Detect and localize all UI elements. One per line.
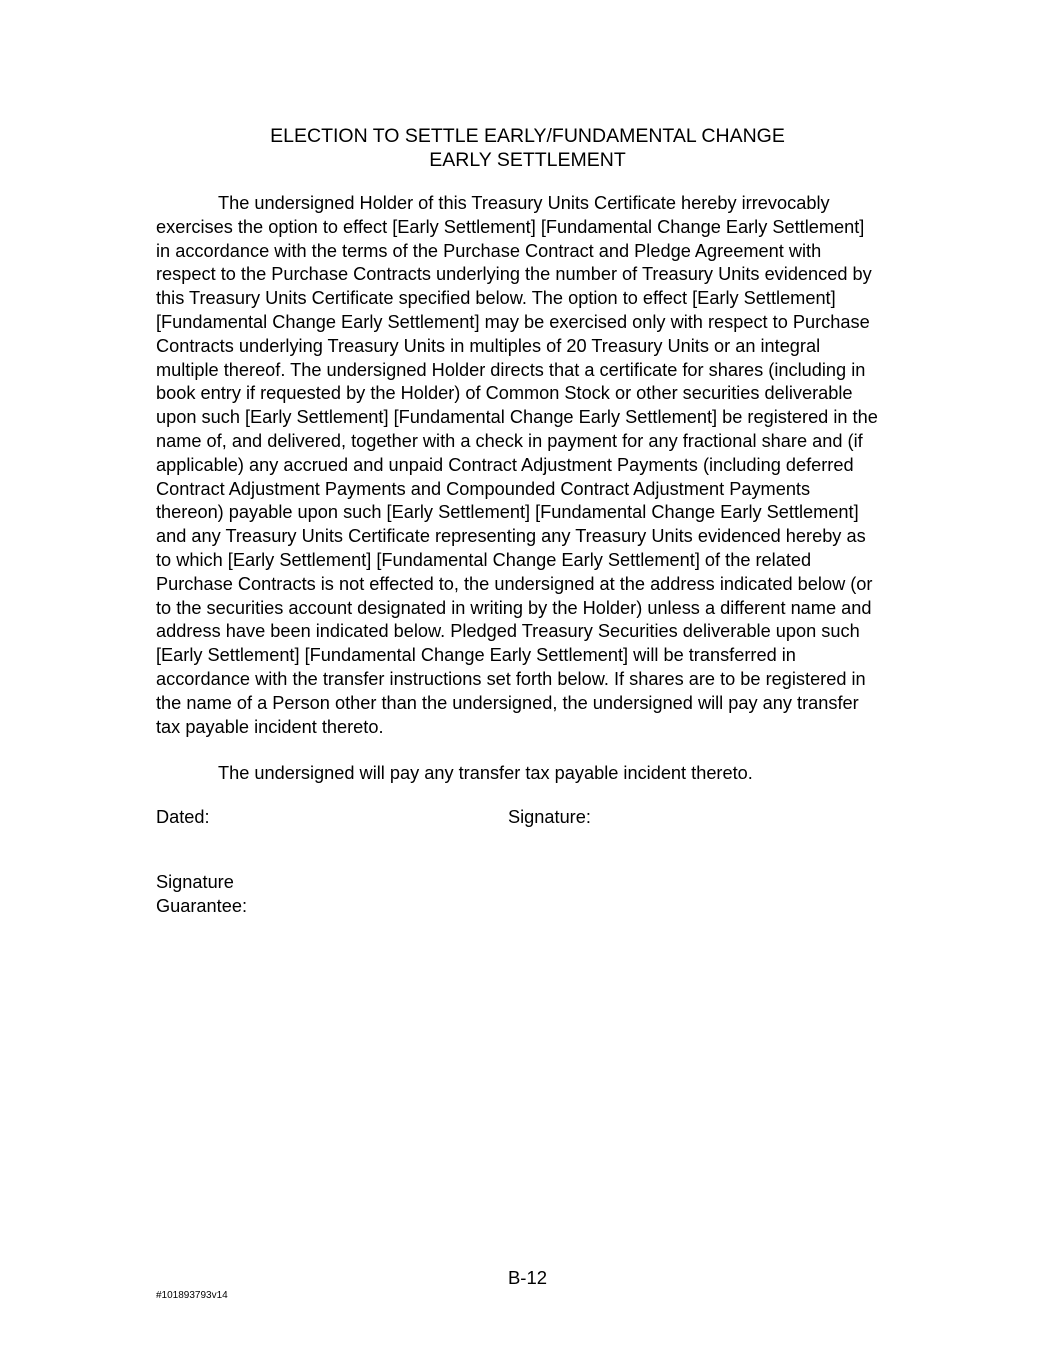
signature-label: Signature: bbox=[508, 807, 591, 827]
title-line-2: EARLY SETTLEMENT bbox=[429, 149, 626, 171]
paragraph-line: Purchase Contracts is not effected to, the undersigned at the address indicated below (or bbox=[156, 573, 873, 594]
paragraph-line: respect to the Purchase Contracts underlying the number of Treasury Units evidenced by bbox=[156, 264, 872, 285]
guarantee-line-1: Signature bbox=[156, 872, 234, 892]
paragraph-line: applicable) any accrued and unpaid Contract Adjustment Payments (including deferred bbox=[156, 454, 854, 475]
paragraph-line: and any Treasury Units Certificate representing any Treasury Units evidenced hereby as bbox=[156, 526, 866, 547]
paragraph-line: to which [Early Settlement] [Fundamental Change Early Settlement] of the related bbox=[156, 549, 812, 570]
transfer-tax-statement: The undersigned will pay any transfer tax payable incident thereto. bbox=[218, 763, 753, 783]
document-title bbox=[156, 124, 899, 172]
document-id: #101893793v14 bbox=[156, 1290, 228, 1301]
guarantee-line-2: Guarantee: bbox=[156, 896, 247, 916]
paragraph-line: [Early Settlement] [Fundamental Change Early Settlement] will be transferred in bbox=[156, 645, 796, 666]
paragraph-line: book entry if requested by the Holder) of Common Stock or other securities deliverable bbox=[156, 383, 853, 404]
paragraph-line: Contracts underlying Treasury Units in multiples of 20 Treasury Units or an integral bbox=[156, 335, 821, 356]
paragraph-line: [Fundamental Change Early Settlement] may be exercised only with respect to Purchase bbox=[156, 311, 870, 332]
dated-label: Dated: bbox=[156, 807, 210, 827]
paragraph-line: name of, and delivered, together with a check in payment for any fractional share and (if bbox=[156, 430, 863, 451]
paragraph-line: this Treasury Units Certificate specified below. The option to effect [Early Settlement] bbox=[156, 288, 836, 309]
page-number: B-12 bbox=[507, 1267, 548, 1288]
paragraph-line: multiple thereof. The undersigned Holder directs that a certificate for shares (including in bbox=[156, 359, 866, 380]
title-line-1: ELECTION TO SETTLE EARLY/FUNDAMENTAL CHANGE bbox=[270, 125, 785, 147]
paragraph-line: tax payable incident thereto. bbox=[156, 716, 384, 737]
signature-guarantee-label bbox=[156, 870, 247, 918]
paragraph-line: in accordance with the terms of the Purchase Contract and Pledge Agreement with bbox=[156, 240, 822, 261]
paragraph-line: Contract Adjustment Payments and Compounded Contract Adjustment Payments bbox=[156, 478, 811, 499]
paragraph-line: upon such [Early Settlement] [Fundamental Change Early Settlement] be registered in the bbox=[156, 407, 878, 428]
paragraph-line: address have been indicated below. Pledged Treasury Securities deliverable upon such bbox=[156, 621, 860, 642]
paragraph-line: the name of a Person other than the undersigned, the undersigned will pay any transfer bbox=[156, 692, 859, 713]
paragraph-line: to the securities account designated in writing by the Holder) unless a different name and bbox=[156, 597, 872, 618]
paragraph-line: The undersigned Holder of this Treasury Units Certificate hereby irrevocably bbox=[218, 193, 830, 213]
paragraph-line: exercises the option to effect [Early Settlement] [Fundamental Change Early Settlement] bbox=[156, 216, 865, 237]
paragraph-line: thereon) payable upon such [Early Settlement] [Fundamental Change Early Settlement] bbox=[156, 502, 859, 523]
paragraph-line: accordance with the transfer instructions set forth below. If shares are to be registered in bbox=[156, 668, 866, 689]
election-paragraph bbox=[156, 192, 906, 739]
